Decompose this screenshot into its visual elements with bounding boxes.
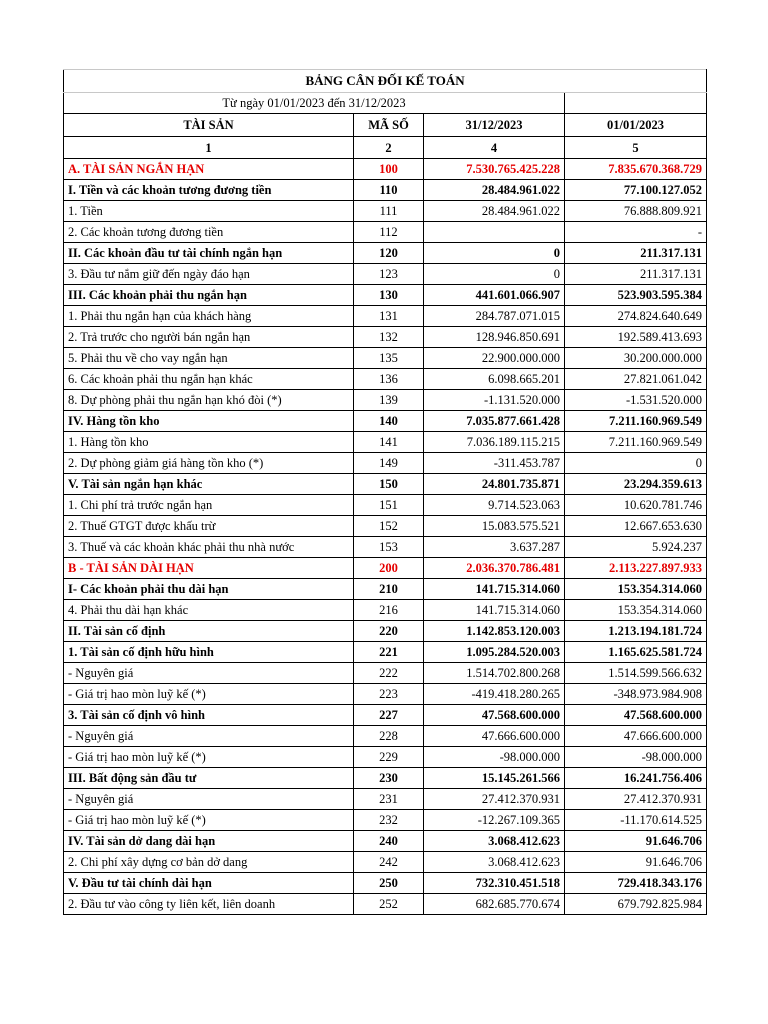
table-row bbox=[64, 684, 707, 705]
row-label: IV. Hàng tồn kho bbox=[64, 411, 354, 432]
table-row bbox=[64, 453, 707, 474]
row-value-end: -311.453.787 bbox=[424, 453, 565, 474]
row-value-end: -419.418.280.265 bbox=[424, 684, 565, 705]
row-label: 1. Tiền bbox=[64, 201, 354, 222]
table-row bbox=[64, 390, 707, 411]
row-value-start: 1.213.194.181.724 bbox=[565, 621, 707, 642]
row-value-start: 1.165.625.581.724 bbox=[565, 642, 707, 663]
row-label: II. Các khoản đầu tư tài chính ngắn hạn bbox=[64, 243, 354, 264]
row-value-end: 9.714.523.063 bbox=[424, 495, 565, 516]
row-value-start: 76.888.809.921 bbox=[565, 201, 707, 222]
row-value-end: 22.900.000.000 bbox=[424, 348, 565, 369]
row-value-start: -11.170.614.525 bbox=[565, 810, 707, 831]
row-code: 136 bbox=[354, 369, 424, 390]
row-code: 231 bbox=[354, 789, 424, 810]
row-value-end: 682.685.770.674 bbox=[424, 894, 565, 915]
table-row bbox=[64, 600, 707, 621]
row-value-end: 27.412.370.931 bbox=[424, 789, 565, 810]
table-row bbox=[64, 810, 707, 831]
row-label: 1. Hàng tồn kho bbox=[64, 432, 354, 453]
column-number-1: 1 bbox=[64, 137, 354, 159]
row-value-start: 7.835.670.368.729 bbox=[565, 159, 707, 180]
row-code: 227 bbox=[354, 705, 424, 726]
row-code: 135 bbox=[354, 348, 424, 369]
row-value-start: 47.666.600.000 bbox=[565, 726, 707, 747]
row-value-end: 284.787.071.015 bbox=[424, 306, 565, 327]
header-row bbox=[64, 114, 707, 137]
row-value-end: 141.715.314.060 bbox=[424, 600, 565, 621]
table-row bbox=[64, 159, 707, 180]
table-row bbox=[64, 495, 707, 516]
period-blank-cell bbox=[565, 93, 707, 114]
row-label: A. TÀI SẢN NGẮN HẠN bbox=[64, 159, 354, 180]
row-label: III. Các khoản phải thu ngắn hạn bbox=[64, 285, 354, 306]
table-row bbox=[64, 474, 707, 495]
row-code: 152 bbox=[354, 516, 424, 537]
row-code: 221 bbox=[354, 642, 424, 663]
row-value-end: 141.715.314.060 bbox=[424, 579, 565, 600]
row-value-end: 2.036.370.786.481 bbox=[424, 558, 565, 579]
row-value-end: 47.568.600.000 bbox=[424, 705, 565, 726]
table-row bbox=[64, 201, 707, 222]
row-value-end: 128.946.850.691 bbox=[424, 327, 565, 348]
period-label: Từ ngày 01/01/2023 đến 31/12/2023 bbox=[64, 93, 565, 114]
row-label: 2. Trả trước cho người bán ngắn hạn bbox=[64, 327, 354, 348]
row-label: II. Tài sản cố định bbox=[64, 621, 354, 642]
row-label: 3. Đầu tư nắm giữ đến ngày đáo hạn bbox=[64, 264, 354, 285]
period-row bbox=[64, 93, 707, 114]
table-row bbox=[64, 348, 707, 369]
header-code: MÃ SỐ bbox=[354, 114, 424, 137]
row-value-start: 153.354.314.060 bbox=[565, 600, 707, 621]
table-row bbox=[64, 705, 707, 726]
row-value-start: -1.531.520.000 bbox=[565, 390, 707, 411]
row-value-end: 3.068.412.623 bbox=[424, 852, 565, 873]
row-value-end: 1.142.853.120.003 bbox=[424, 621, 565, 642]
row-value-start: 729.418.343.176 bbox=[565, 873, 707, 894]
row-value-end: 15.145.261.566 bbox=[424, 768, 565, 789]
row-code: 140 bbox=[354, 411, 424, 432]
row-label: - Giá trị hao mòn luỹ kế (*) bbox=[64, 747, 354, 768]
header-start-date: 01/01/2023 bbox=[565, 114, 707, 137]
row-label: I. Tiền và các khoản tương đương tiền bbox=[64, 180, 354, 201]
row-code: 223 bbox=[354, 684, 424, 705]
table-row bbox=[64, 621, 707, 642]
row-label: 6. Các khoản phải thu ngắn hạn khác bbox=[64, 369, 354, 390]
row-code: 100 bbox=[354, 159, 424, 180]
row-code: 216 bbox=[354, 600, 424, 621]
table-row bbox=[64, 747, 707, 768]
table-row bbox=[64, 327, 707, 348]
row-code: 220 bbox=[354, 621, 424, 642]
column-number-row bbox=[64, 137, 707, 159]
row-value-end: 3.068.412.623 bbox=[424, 831, 565, 852]
row-value-end: -12.267.109.365 bbox=[424, 810, 565, 831]
row-code: 242 bbox=[354, 852, 424, 873]
row-code: 150 bbox=[354, 474, 424, 495]
row-code: 250 bbox=[354, 873, 424, 894]
table-row bbox=[64, 432, 707, 453]
row-code: 228 bbox=[354, 726, 424, 747]
row-value-start: 679.792.825.984 bbox=[565, 894, 707, 915]
row-value-start: -98.000.000 bbox=[565, 747, 707, 768]
row-code: 131 bbox=[354, 306, 424, 327]
row-code: 153 bbox=[354, 537, 424, 558]
row-value-start: 211.317.131 bbox=[565, 243, 707, 264]
row-label: 3. Thuế và các khoản khác phải thu nhà nước bbox=[64, 537, 354, 558]
table-row bbox=[64, 726, 707, 747]
row-value-end: 24.801.735.871 bbox=[424, 474, 565, 495]
row-label: B - TÀI SẢN DÀI HẠN bbox=[64, 558, 354, 579]
row-value-start: 47.568.600.000 bbox=[565, 705, 707, 726]
row-value-end: 7.530.765.425.228 bbox=[424, 159, 565, 180]
row-value-end: 28.484.961.022 bbox=[424, 201, 565, 222]
row-value-start: 2.113.227.897.933 bbox=[565, 558, 707, 579]
row-code: 232 bbox=[354, 810, 424, 831]
row-label: 8. Dự phòng phải thu ngắn hạn khó đòi (*) bbox=[64, 390, 354, 411]
row-value-start: 27.821.061.042 bbox=[565, 369, 707, 390]
row-label: 3. Tài sản cố định vô hình bbox=[64, 705, 354, 726]
row-value-start: 192.589.413.693 bbox=[565, 327, 707, 348]
row-code: 141 bbox=[354, 432, 424, 453]
row-code: 200 bbox=[354, 558, 424, 579]
row-code: 240 bbox=[354, 831, 424, 852]
row-code: 130 bbox=[354, 285, 424, 306]
row-value-end: 28.484.961.022 bbox=[424, 180, 565, 201]
row-label: 1. Phải thu ngắn hạn của khách hàng bbox=[64, 306, 354, 327]
row-value-start: 91.646.706 bbox=[565, 852, 707, 873]
row-label: 2. Các khoản tương đương tiền bbox=[64, 222, 354, 243]
table-row bbox=[64, 369, 707, 390]
table-row bbox=[64, 285, 707, 306]
row-value-end: 6.098.665.201 bbox=[424, 369, 565, 390]
row-label: V. Đầu tư tài chính dài hạn bbox=[64, 873, 354, 894]
row-value-start: 91.646.706 bbox=[565, 831, 707, 852]
table-row bbox=[64, 558, 707, 579]
row-code: 229 bbox=[354, 747, 424, 768]
row-label: 4. Phải thu dài hạn khác bbox=[64, 600, 354, 621]
row-value-start: 77.100.127.052 bbox=[565, 180, 707, 201]
row-code: 252 bbox=[354, 894, 424, 915]
row-value-start: 7.211.160.969.549 bbox=[565, 411, 707, 432]
header-assets: TÀI SẢN bbox=[64, 114, 354, 137]
row-value-start: - bbox=[565, 222, 707, 243]
title-row bbox=[64, 70, 707, 93]
table-row bbox=[64, 243, 707, 264]
row-label: 2. Chi phí xây dựng cơ bản dở dang bbox=[64, 852, 354, 873]
row-value-start: 30.200.000.000 bbox=[565, 348, 707, 369]
row-value-end: 1.514.702.800.268 bbox=[424, 663, 565, 684]
row-value-start: 274.824.640.649 bbox=[565, 306, 707, 327]
table-row bbox=[64, 306, 707, 327]
row-value-end: 732.310.451.518 bbox=[424, 873, 565, 894]
header-end-date: 31/12/2023 bbox=[424, 114, 565, 137]
table-row bbox=[64, 642, 707, 663]
balance-sheet-table bbox=[63, 69, 707, 915]
row-label: 1. Tài sản cố định hữu hình bbox=[64, 642, 354, 663]
table-row bbox=[64, 180, 707, 201]
row-value-start: 153.354.314.060 bbox=[565, 579, 707, 600]
row-label: - Nguyên giá bbox=[64, 726, 354, 747]
table-row bbox=[64, 873, 707, 894]
table-row bbox=[64, 852, 707, 873]
table-row bbox=[64, 579, 707, 600]
table-row bbox=[64, 768, 707, 789]
row-code: 222 bbox=[354, 663, 424, 684]
row-label: 2. Dự phòng giảm giá hàng tồn kho (*) bbox=[64, 453, 354, 474]
table-row bbox=[64, 894, 707, 915]
row-label: - Giá trị hao mòn luỹ kế (*) bbox=[64, 810, 354, 831]
row-value-start: 27.412.370.931 bbox=[565, 789, 707, 810]
row-value-end: -1.131.520.000 bbox=[424, 390, 565, 411]
row-value-start: 523.903.595.384 bbox=[565, 285, 707, 306]
row-value-start: 12.667.653.630 bbox=[565, 516, 707, 537]
row-value-start: 7.211.160.969.549 bbox=[565, 432, 707, 453]
row-code: 110 bbox=[354, 180, 424, 201]
row-value-end: 441.601.066.907 bbox=[424, 285, 565, 306]
table-row bbox=[64, 516, 707, 537]
row-value-end: -98.000.000 bbox=[424, 747, 565, 768]
row-code: 230 bbox=[354, 768, 424, 789]
row-value-end: 7.036.189.115.215 bbox=[424, 432, 565, 453]
row-value-start: 0 bbox=[565, 453, 707, 474]
table-row bbox=[64, 831, 707, 852]
table-row bbox=[64, 537, 707, 558]
row-value-end: 0 bbox=[424, 243, 565, 264]
row-value-end: 0 bbox=[424, 264, 565, 285]
row-label: 2. Đầu tư vào công ty liên kết, liên doanh bbox=[64, 894, 354, 915]
row-label: I- Các khoản phải thu dài hạn bbox=[64, 579, 354, 600]
row-code: 139 bbox=[354, 390, 424, 411]
row-value-end bbox=[424, 222, 565, 243]
row-label: 2. Thuế GTGT được khấu trừ bbox=[64, 516, 354, 537]
row-code: 151 bbox=[354, 495, 424, 516]
table-row bbox=[64, 789, 707, 810]
table-row bbox=[64, 663, 707, 684]
row-label: 1. Chi phí trả trước ngắn hạn bbox=[64, 495, 354, 516]
table-row bbox=[64, 411, 707, 432]
row-code: 120 bbox=[354, 243, 424, 264]
table-row bbox=[64, 264, 707, 285]
row-value-start: 16.241.756.406 bbox=[565, 768, 707, 789]
row-code: 123 bbox=[354, 264, 424, 285]
column-number-2: 2 bbox=[354, 137, 424, 159]
row-value-end: 15.083.575.521 bbox=[424, 516, 565, 537]
row-value-start: 23.294.359.613 bbox=[565, 474, 707, 495]
row-value-start: 10.620.781.746 bbox=[565, 495, 707, 516]
row-value-end: 47.666.600.000 bbox=[424, 726, 565, 747]
row-label: 5. Phải thu về cho vay ngắn hạn bbox=[64, 348, 354, 369]
row-value-end: 7.035.877.661.428 bbox=[424, 411, 565, 432]
row-label: IV. Tài sản dở dang dài hạn bbox=[64, 831, 354, 852]
row-code: 210 bbox=[354, 579, 424, 600]
row-label: - Nguyên giá bbox=[64, 789, 354, 810]
sheet-title: BẢNG CÂN ĐỐI KẾ TOÁN bbox=[64, 70, 707, 93]
row-value-start: 1.514.599.566.632 bbox=[565, 663, 707, 684]
column-number-4: 4 bbox=[424, 137, 565, 159]
row-value-end: 3.637.287 bbox=[424, 537, 565, 558]
row-code: 111 bbox=[354, 201, 424, 222]
row-code: 132 bbox=[354, 327, 424, 348]
table-row bbox=[64, 222, 707, 243]
column-number-5: 5 bbox=[565, 137, 707, 159]
row-label: - Giá trị hao mòn luỹ kế (*) bbox=[64, 684, 354, 705]
row-value-start: 5.924.237 bbox=[565, 537, 707, 558]
row-label: III. Bất động sản đầu tư bbox=[64, 768, 354, 789]
row-code: 149 bbox=[354, 453, 424, 474]
row-label: - Nguyên giá bbox=[64, 663, 354, 684]
row-code: 112 bbox=[354, 222, 424, 243]
row-value-start: -348.973.984.908 bbox=[565, 684, 707, 705]
row-value-start: 211.317.131 bbox=[565, 264, 707, 285]
row-value-end: 1.095.284.520.003 bbox=[424, 642, 565, 663]
row-label: V. Tài sản ngắn hạn khác bbox=[64, 474, 354, 495]
